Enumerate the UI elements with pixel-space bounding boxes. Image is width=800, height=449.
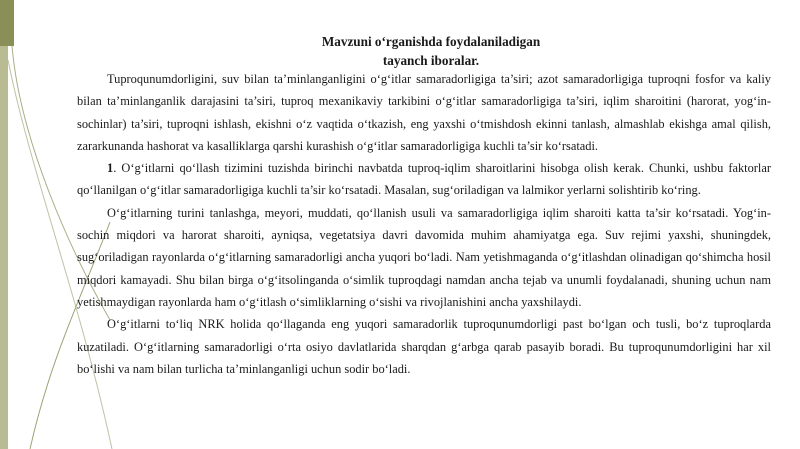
- paragraph-text: Tuproqunumdorligini, suv bilan ta’minlanganligini o‘g‘itlar samaradorligiga ta’siri; azot samaradorligiga tuproqni fosfor va kaliy bilan ta’minlanganlik darajasini ta’siri, tuproq mexanikaviy tarkibini o‘g‘itlar samaradorligiga ta’siri, iqlim sharoitini (harorat, yog‘in-sochinlar) ta’siri, tuproqni ishlash, ekishni o‘z vaqtida o‘tkazish, eng yaxshi o‘tmishdosh ekinni tanlash, almashlab ekishga amal qilish, zararkunanda hashorat va kasalliklarga qarshi kurashish o‘g‘itlar samaradorligiga kuchli ta’sir ko‘rsatadi.: [77, 72, 771, 153]
- paragraph-text: O‘g‘itlarni to‘liq NRK holida qo‘llaganda eng yuqori samaradorlik tuproqunumdorligi past bo‘lgan och tusli, bo‘z tuproqlarda kuzatiladi. O‘g‘itlarning samaradorligi o‘rta osiyo davlatlarida sharqdan g‘arbga qarab pasayib boradi. Bu tuproqunumdorligini har xil bo‘lishi va nam bilan turlicha ta’minlanganligi uchun sodir bo‘ladi.: [77, 317, 771, 376]
- title-line-1: Mavzuni o‘rganishda foydalaniladigan: [321, 34, 541, 49]
- slide-title: [200, 32, 662, 70]
- paragraph: [77, 68, 771, 157]
- paragraph-text: O‘g‘itlarning turini tanlashga, meyori, muddati, qo‘llanish usuli va samaradorligiga iqlim sharoiti katta ta’sir ko‘rsatadi. Yog‘in-sochin miqdori va harorat sharoiti, ayniqsa, vegetatsiya davri davomida muhim ahamiyatga ega. Suv rejimi yaxshi, shuningdek, sug‘oriladigan rayonlarda o‘g‘itlarning samaradorligi ancha yuqori bo‘ladi. Nam yetishmaganda o‘g‘itlashdan olinadigan qo‘shimcha hosil miqdori kamayadi. Shu bilan birga o‘g‘itsolinganda o‘simlik tuproqdagi namdan ancha tejab va unumli foydalanadi, shuning uchun nam yetishmaydigan rayonlarda ham o‘g‘itlash o‘simliklarning o‘sishi va rivojlanishini ancha yaxshilaydi.: [77, 205, 771, 309]
- title-line-2: tayanch iboralar.: [382, 53, 480, 68]
- paragraph-number: 1: [107, 161, 114, 176]
- body-text: [77, 68, 771, 380]
- paragraph-text: . O‘g‘itlarni qo‘llash tizimini tuzishda birinchi navbatda tuproq-iqlim sharoitlarini hisobga olish kerak. Chunki, ushbu faktorlar qo‘llanilgan o‘g‘itlar samaradorligiga kuchli ta’sir ko‘rsatadi. Masalan, sug‘oriladigan va lalmikor yerlarni solishtirib ko‘ring.: [77, 161, 771, 198]
- paragraph: [77, 313, 771, 380]
- paragraph: [77, 157, 771, 202]
- paragraph: [77, 202, 771, 313]
